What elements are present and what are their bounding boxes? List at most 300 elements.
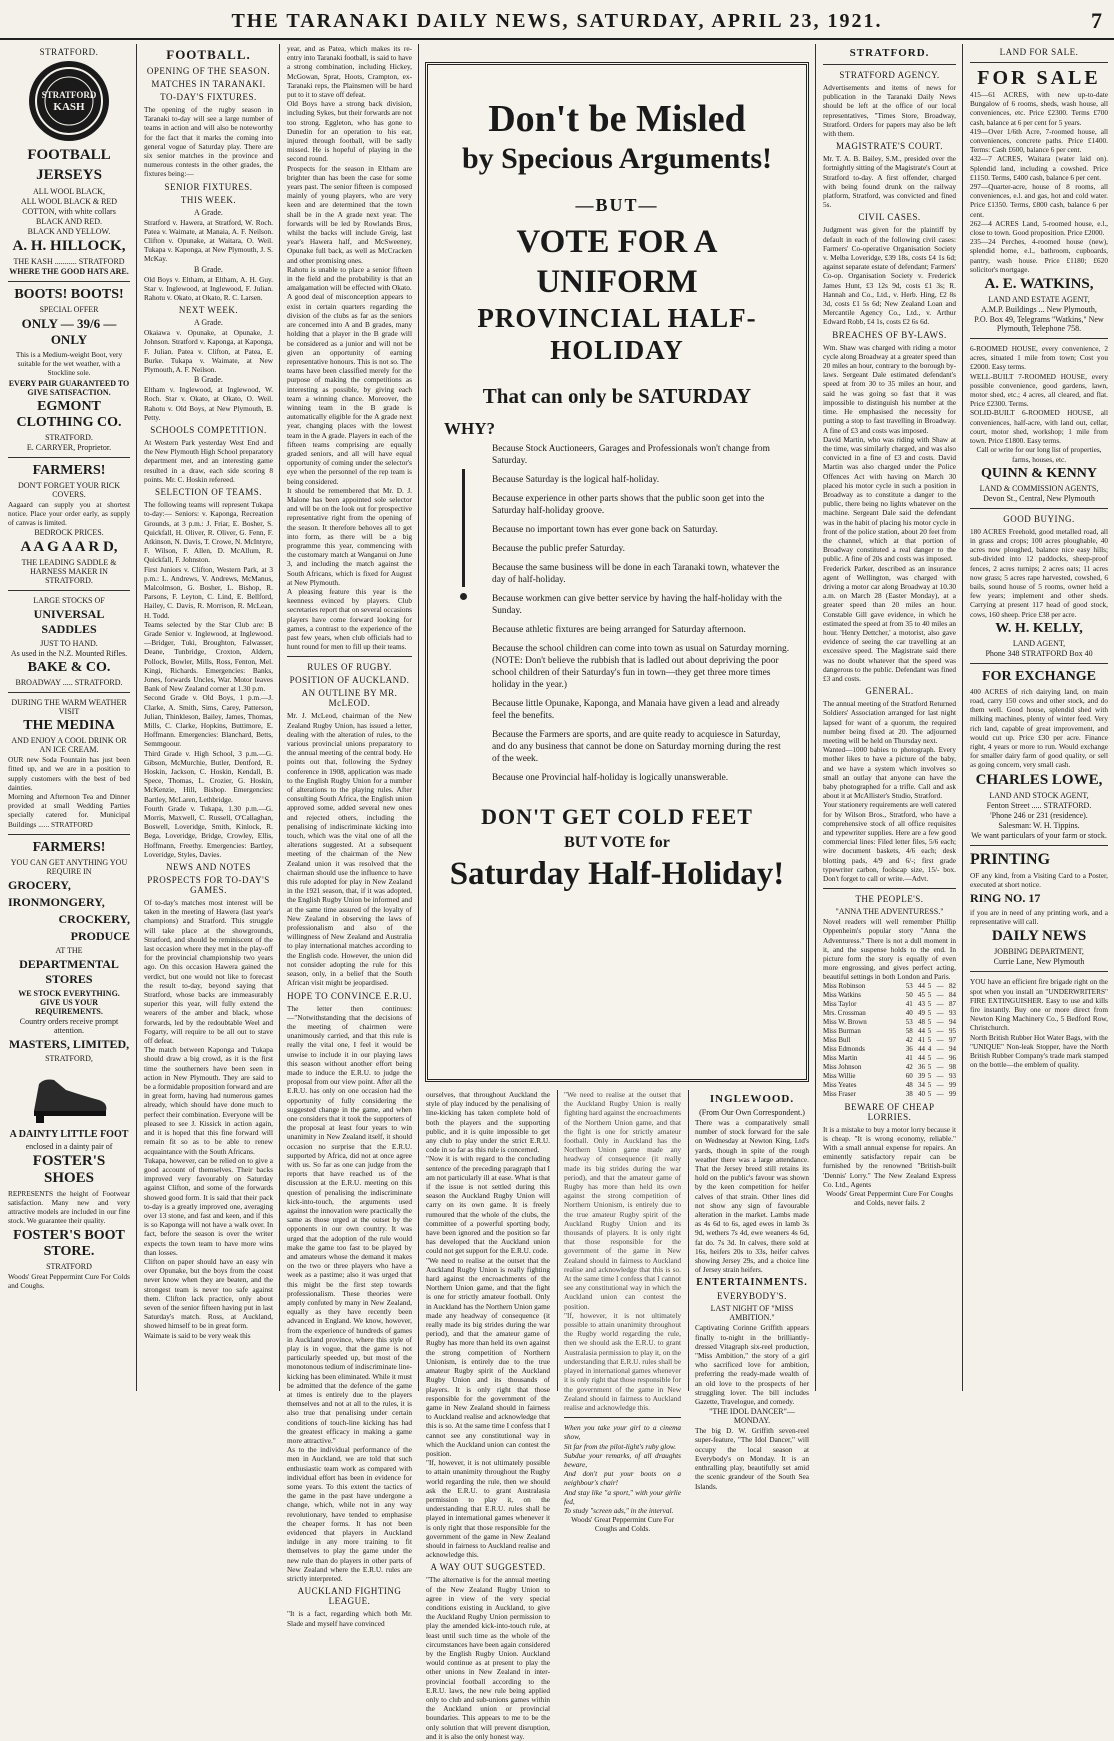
exclamation-bar-icon	[462, 469, 465, 587]
masters-place: STRATFORD,	[45, 1053, 93, 1063]
jersey-list	[8, 187, 130, 236]
b-grade-next: B Grade.	[194, 375, 223, 385]
ad-cold-feet: DON'T GET COLD FEET	[481, 804, 753, 829]
prospects-text-4: Clifton on paper should have an easy win over Opunake, but the boys from the coast never know when they are beaten, and the strongest team is never too safe against them. Clifton lack practice, only about seven of the senior fifteen having put in last Saturday's match. Ross, at Auckland, showed himself to be in great form.	[144, 1256, 273, 1331]
stratford-agency: STRATFORD AGENCY.	[839, 70, 940, 80]
selection-text-3: Teams selected by the Star Club are: B Grade Senior v. Inglewood, at Inglewood.—Bridger, Tuki, Broughton, Falwasser, Deane, Tunbridge, Croxton, Aldern, Pollock, Bowler, Mills, Ross, Fenton, Mel. Kingi, Richards. Emergencies: Banks, Jones, forwards Uncles, War. Motor leaves Bank of New Zealand corner at 1.30 p.m.	[144, 619, 273, 694]
score-value: —	[936, 1035, 944, 1044]
score-value: —	[936, 981, 944, 990]
get-anything: YOU CAN GET ANYTHING YOU REQUIRE IN	[10, 857, 128, 876]
b-grade-next-fixtures: Eltham v. Inglewood, at Inglewood, W. Roch. Star v. Okato, at Okato, O. Weil. Rahotu v. Old Boys, at New Plymouth, B. Petty.	[144, 385, 273, 422]
score-value: 41	[905, 999, 913, 1008]
watkins-po: P.O. Box 49, Telegrams "Watkins," New Plymouth, Telephone 758.	[974, 315, 1104, 334]
farmers-heading-2: FARMERS!	[32, 839, 106, 855]
column-inglewood	[691, 1090, 813, 1491]
next-week: NEXT WEEK.	[178, 305, 239, 316]
article-paragraph: "If, however, it is not ultimately possible to attain unanimity throughout the Rugby world regarding the rule, then we should ask the E.R.U. to grant Australasia permission to play it, on the understanding that E.R.U. rules shall be played in international games whenever it is only right that those responsible for the government of the game in New Zealand should in fairness to Auckland realise and acknowledge this.	[426, 1458, 550, 1560]
article-paragraph: As to the individual performance of the men in Auckland, we are told that such enthusiastic team work as compared with individual effort has been in evidence for some years. To this extent the tactics of the game in the past have undergone a change, which, while not in any way revolutionary, have tended to emphasise the cheaper forms. It has not been evidenced that players in Auckland indulge in any more training to fit themselves to play the game under the new rule than do players in other parts of New Zealand where the E.R.U. rules are strictly interpreted.	[287, 1445, 412, 1584]
score-value: 36	[905, 1044, 913, 1053]
score-value: 94	[949, 1044, 956, 1053]
news-notes: NEWS AND NOTES	[166, 862, 251, 873]
reason-item: Because little Opunake, Kaponga, and Manaia have given a lead and already feel the benefits.	[492, 699, 780, 721]
column-rule	[418, 44, 419, 1391]
column-rule	[688, 1090, 689, 1391]
article-paragraph: A good deal of misconception appears to exist in certain quarters regarding the division of the clubs as far as the seniors are concerned into A and B grades, many holding that a player in the B grade will be considered as a junior and will not be given an opportunity of earning representative honours. This is not so. The teams have been classified merely for the purpose of making the competitions as interesting as possible, by giving each team a winning chance. Moreover, the winning team in the B grade is automatically eligible for the A grade next year, changing places with the lowest team in the A grade. Players in each of the fifteen teams comprising are equally graded seniors, and all will have equal opportunity of coming under the selector's eye when the personnel of the rep team is being considered.	[287, 292, 412, 486]
cheap-lorries: BEWARE OF CHEAP LORRIES.	[844, 1101, 935, 1122]
score-value: —	[936, 1062, 944, 1071]
inglewood-heading: INGLEWOOD.	[709, 1093, 795, 1105]
bake-and-co: BAKE & CO.	[27, 660, 111, 676]
column-land-for-sale	[966, 44, 1112, 1391]
score-value: —	[936, 1008, 944, 1017]
ad-only-saturday: That can only be SATURDAY	[482, 384, 752, 408]
boots-heading: BOOTS! BOOTS!	[14, 287, 124, 302]
rick-covers: DON'T FORGET YOUR RICK COVERS.	[18, 480, 120, 499]
dainty-sub: enclosed in a dainty pair of	[25, 1141, 113, 1151]
currie-lane: Currie Lane, New Plymouth	[993, 957, 1085, 967]
kelly-name: W. H. KELLY,	[995, 620, 1083, 636]
article-paragraph: The annual meeting of the Stratford Returned Soldiers' Association arranged for last night lapsed for want of a quorum, the required number being fixed at 20. The adjourned meeting will be held on Thursday next.	[823, 699, 956, 745]
aagaard-note: Aagaard can supply you at shortest notice. Place your order early, as supply of canvas is limited.	[8, 499, 130, 528]
score-row	[823, 1045, 956, 1054]
reason-item: Because the public prefer Saturday.	[492, 544, 625, 554]
score-value: 99	[949, 1080, 956, 1089]
score-value: —	[936, 999, 944, 1008]
this-week: THIS WEEK.	[180, 194, 237, 205]
breaches-bylaws: BREACHES OF BY-LAWS.	[832, 329, 947, 340]
egmont-place: STRATFORD.	[45, 432, 93, 442]
boot-description: This is a Medium-weight Boot, very suitable for the wet weather, with a Stockline sole.	[15, 350, 123, 378]
reason-item: Because the same business will be done in each Taranaki town, whatever the day of half-holiday.	[492, 563, 780, 585]
aagaard-name: A A G A A R D,	[20, 539, 118, 556]
score-value: 39	[918, 1071, 926, 1080]
column-rugby	[283, 44, 416, 1628]
score-value: 48	[918, 1017, 926, 1026]
special-offer: SPECIAL OFFER	[39, 305, 99, 314]
listing-item: 180 ACRES Freehold, good metalled road, all in grass and crops; 100 acres ploughable, 40 acres now ploughed, balance nice easy hills; sub-divided into 12 paddocks, sheep-proof fences, 2 acres turnips; 2 acres oats; 11 acres now grass; 5 acres rape harvested, cowshed, 6 bails, sound house of 5 rooms, owner held a few years; implement and other sheds. Carrying at present 117 head of good stock, cows, 160 sheep. Price £38 per acre.	[970, 526, 1108, 619]
printing-heading: PRINTING	[970, 850, 1051, 868]
agency-text: Advertisements and items of news for publication in the Taranaki Daily News should be left at the office of our local representatives, "Times Store, Broadway, Stratford. Orders for papers may also be left with them.	[823, 83, 956, 139]
egmont-clothing: EGMONT CLOTHING CO.	[16, 398, 122, 430]
score-value: 43	[918, 999, 926, 1008]
score-value: 5	[927, 981, 932, 990]
hillock-address: THE KASH ........... STRATFORD	[13, 257, 125, 266]
prospects-text-3: Tukapa, however, can be relied on to give a good account of themselves. Their backs improved very favourably on Saturday against Clifton, and some of the forwards showed good form. It is said that their pack to-day is a greatly improved one, averaging over 13 stone, and fast and keen, and if this is so Kaponga will not have a walk over. In fact, before the season is over the writer expects the town team to have more wins than losses.	[144, 1155, 273, 1257]
score-name: Miss Johnson	[823, 1062, 862, 1071]
column-rule	[962, 44, 963, 1391]
magistrates-court: MAGISTRATE'S COURT.	[836, 141, 943, 152]
article-paragraph: Rahotu is unable to place a senior fifteen in the field and the probability is that an amalgamation will be effected with Okato.	[287, 264, 412, 293]
article-paragraph: Wanted—1000 babies to photograph. Every mother likes to have a picture of the baby, and we have a system which involves so small an outlay that anyone can have the baby photographed for a trifle. Call and ask about it at McAllister's Studio, Stratford.	[823, 745, 956, 801]
listing-item: 432—7 ACRES, Waitara (water laid on). Splendid land, including a cowshed. Price £1150. Terms, £400 cash, balance 6 per cent.	[970, 154, 1108, 182]
prospects-heading: PROSPECTS FOR TO-DAY'S GAMES.	[147, 875, 270, 896]
score-row	[823, 1090, 956, 1099]
ad-but: —BUT—	[575, 195, 659, 215]
a-grade-next: A Grade.	[194, 318, 223, 328]
hillock-tagline: WHERE THE GOOD HATS ARE.	[9, 267, 129, 276]
correspondent: (From Our Own Correspondent.)	[699, 1108, 805, 1117]
newspaper-title: THE TARANAKI DAILY NEWS, SATURDAY, APRIL 23, 1921.	[231, 10, 883, 32]
peoples-heading: THE PEOPLE'S.	[855, 894, 924, 905]
score-value: 48	[905, 1080, 913, 1089]
boot-price: ONLY — 39/6 — ONLY	[21, 316, 117, 347]
universal-saddles: UNIVERSAL SADDLES	[33, 607, 105, 637]
poem-line: Subdue your remarks, of all draughts beware,	[564, 1450, 681, 1469]
score-row	[823, 1072, 956, 1081]
article-paragraph: David Martin, who was riding with Shaw at the time, was similarly charged, and was also convicted in a fine of £3 and costs. David Martin was also charged under the Police Offences Act with having on March 30 placed his motor cycle in such a position in Broadway as to constitute a danger to the public, there being no lights whatever on the machine. Sergeant Dale said the defendant was in the habit of placing his motor cycle in front of the police station, about 20 feet from the channel, which at that portion of Broadway constituted a real danger to the public. A fine of 20s and costs was imposed.	[823, 434, 956, 564]
article-paragraph: "If, however, it is not ultimately possible to attain unanimity throughout the Rugby world regarding the rule, then we should ask the E.R.U. to grant Australasia permission to play it, on the understanding that E.R.U. rules shall be played in international games whenever it is only right that those responsible for the government of the game in New Zealand should in fairness to Auckland realise and acknowledge this.	[564, 1310, 681, 1412]
score-name: Miss Burman	[823, 1026, 861, 1035]
for-exchange: FOR EXCHANGE	[982, 668, 1096, 684]
football-heading: FOOTBALL.	[166, 47, 251, 62]
score-name: Miss W. Brown	[823, 1017, 867, 1026]
score-value: 41	[918, 1035, 926, 1044]
exclamation-dot-icon	[460, 593, 467, 600]
for-sale-heading: FOR SALE	[977, 67, 1101, 89]
todays-fixtures: TO-DAY'S FIXTURES.	[160, 92, 257, 102]
listing-item: 6-ROOMED HOUSE, every convenience, 2 acres, situated 1 mile from town; Cost you £2000. Easy terms.	[970, 344, 1108, 372]
watkins-sub: LAND AND ESTATE AGENT,	[988, 295, 1090, 305]
score-value: 93	[949, 1008, 956, 1017]
score-value: 42	[905, 1062, 913, 1071]
matches-taranaki: MATCHES IN TARANAKI.	[151, 79, 266, 89]
score-value: 5	[927, 1062, 932, 1071]
anna-adventuress: "ANNA THE ADVENTURESS."	[835, 907, 944, 917]
article-paragraph: Wm. Shaw was charged with riding a motor cycle along Broadway at a greater speed than 20 miles an hour, contrary to the borough by-laws. Sergeant Dale estimated defendant's speed at from 30 to 35 miles an hour, and said he was going so fast that it was impossible to distinguish his number at the time. He emphasised the necessity for putting a stop to fast travelling in Broadway. A fine of £3 and costs was imposed.	[823, 342, 956, 435]
guarantee-text: EVERY PAIR GUARANTEED TO GIVE SATISFACTION.	[8, 378, 130, 397]
kash-logo	[29, 61, 109, 141]
score-name: Miss Robinson	[823, 981, 866, 990]
score-value: 4	[927, 1044, 932, 1053]
poem-line: And stay like "a sport," with your girlie fed,	[564, 1487, 681, 1506]
idol-dancer: "THE IDOL DANCER"—MONDAY.	[709, 1407, 795, 1426]
way-out: A WAY OUT SUGGESTED.	[430, 1562, 546, 1573]
departmental-stores: DEPARTMENTAL STORES	[19, 956, 119, 986]
column-rule	[815, 44, 816, 1391]
selection-text-5: Third Grade v. High School, 3 p.m.—G. Gibson, McMurchie, Butler, Dentford, R. Hoskin, Jackson, C. Hoskin, Kendall, B. Spece, Thomas, L. Crozier, G. Hoskin, McKenzie, Hill, Bishop. Emergencies: Bartley, McLaren, Lethbridge.	[144, 748, 273, 804]
score-value: 5	[927, 1071, 932, 1080]
hillock-name: A. H. HILLOCK,	[12, 238, 126, 254]
column-football	[140, 44, 277, 1391]
masters-limited: MASTERS, LIMITED,	[8, 1036, 130, 1051]
score-value: 5	[927, 1053, 932, 1062]
ad-headline: Don't be Misled	[488, 98, 746, 140]
egmont-proprietor: E. CARRYER, Proprietor.	[26, 442, 112, 452]
jersey-line: BLACK AND YELLOW.	[27, 227, 111, 236]
score-name: Miss Fraser	[823, 1089, 856, 1098]
printing-text: OF any kind, from a Visiting Card to a Poster, executed at short notice.	[970, 870, 1108, 889]
rules-rugby: RULES OF RUGBY.	[307, 662, 392, 673]
article-paragraph: A pleasing feature this year is the keenness evinced by players. Club secretaries report that on several occasions players have come forward looking for games, a contrast to the experience of the past few years, when club officials had to hunt round for men to fill up their teams.	[287, 586, 412, 652]
grocery: GROCERY,	[8, 877, 71, 892]
stock-everything: WE STOCK EVERYTHING. GIVE US YOUR REQUIREMENTS.	[18, 988, 120, 1016]
score-value: —	[936, 990, 944, 999]
score-value: 34	[918, 1080, 926, 1089]
score-value: 53	[905, 1017, 913, 1026]
score-value: 87	[949, 999, 956, 1008]
scores-table	[823, 982, 956, 1099]
article-paragraph: ourselves, that throughout Auckland the style of play induced by the penalising of line-kicking has taken complete hold of both the players and the supporting public, and it is quite impossible to get any club to play under the strict E.R.U. code in so far as this rule is concerned.	[426, 1090, 550, 1155]
quinn-kenny: QUINN & KENNY	[981, 465, 1097, 481]
crockery: CROCKERY,	[58, 911, 130, 926]
score-value: 44	[918, 1026, 926, 1035]
medina-text-2: Morning and Afternoon Tea and Dinner provided at small Wedding Parties specially catered for. Municipal Buildings ...... STRATFORD	[8, 792, 130, 829]
aagaard-tagline: THE LEADING SADDLE & HARNESS MAKER IN STRATFORD.	[21, 558, 117, 586]
auckland-league: AUCKLAND FIGHTING LEAGUE.	[297, 1586, 402, 1607]
score-value: —	[936, 1053, 944, 1062]
article-paragraph: Mr. T. A. B. Bailey, S.M., presided over the fortnightly sitting of the Magistrate's Court at Stratford to-day. A first offender, charged with being found drunk on the railway platform, Stratford, was convicted and fined 5s.	[823, 154, 956, 210]
column-rule	[557, 1090, 558, 1391]
score-value: 36	[918, 1062, 926, 1071]
score-value: —	[936, 1044, 944, 1053]
reason-item: Because workmen can give better service by having the half-holiday with the Sunday.	[492, 594, 782, 616]
column-stratford-news	[819, 44, 960, 1391]
ad-why: WHY?	[444, 419, 495, 438]
article-paragraph: Old Boys have a strong back division, including Sykes, but their forwards are not too strong. Eggleton, who has gone to Dunedin for an operation to his ear, injured through football, will be sadly missed. He is hopeful of playing in the second round.	[287, 99, 412, 164]
column-rule	[279, 44, 280, 1391]
selection-text-4: Second Grade v. Old Boys, 1 p.m.—J. Clarke, A. Smith, Sims, Carey, Patterson, Julian, Thinkleson, Bailey, James, Thomas, Mills, C. Clarke, Hopkins, Buttimore, E. Hoffmann. Emergencies: Blanchard, Betts, Semmgoour.	[144, 693, 273, 749]
score-name: Miss Watkins	[823, 990, 862, 999]
score-row	[823, 1081, 956, 1090]
score-value: 45	[918, 990, 926, 999]
bedrock-prices: BEDROCK PRICES.	[34, 528, 104, 538]
score-value: 44	[918, 1053, 926, 1062]
kelly-sub: LAND AGENT,	[1012, 638, 1066, 648]
selection-text-6: Fourth Grade v. Tukapa, 1.30 p.m.—G. Morris, Maxwell, C. Russell, O'Callaghan, Boswell, Loveridge, Smith, Kinlock, R. Bega, Loveridge, Bridge, Crowley, Ellis, Hoffmann, Freethy. Emergencies: Bartley, Loveridge, Styles, Davies.	[144, 803, 273, 859]
a-grade-fixtures: Stratford v. Hawera, at Stratford, W. Roch. Patea v. Waimate, at Manaia, A. F. Neilson. Clifton v. Opunake, at Waitara, O. Weil. Tukapa v. Kaponga, at New Plymouth, J. S. McKay.	[144, 217, 273, 264]
score-row	[823, 1027, 956, 1036]
poem-line: To study "screen ads," in the interval.	[564, 1505, 674, 1515]
score-name: Miss Edmonds	[823, 1044, 865, 1053]
land-for-sale: LAND FOR SALE.	[999, 47, 1079, 57]
lowe-salesman: Salesman: W. H. Tippins.	[998, 820, 1080, 830]
score-value: 93	[949, 1071, 956, 1080]
score-value: 99	[949, 1089, 956, 1098]
reason-item: Because the school children can come into town as usual on Saturday morning. (NOTE: Don't believe the rubbish that is ladled out about depriving the poor school children of their Saturday's fun in town—they get three more times holiday in the year.)	[492, 644, 790, 690]
column-rule	[136, 44, 137, 1391]
half-holiday-advert	[425, 62, 809, 1082]
jersey-line: BLACK AND RED.	[35, 217, 102, 226]
ironmongery: IRONMONGERY,	[8, 894, 105, 909]
at-the: AT THE	[55, 945, 83, 955]
page-number: 7	[1091, 8, 1102, 33]
charles-lowe: CHARLES LOWE,	[975, 771, 1103, 788]
general-heading: GENERAL.	[865, 686, 914, 697]
score-name: Miss Willie	[823, 1071, 856, 1080]
score-value: 49	[918, 1008, 926, 1017]
score-value: 96	[949, 1053, 956, 1062]
reason-item: Because Stock Auctioneers, Garages and Professionals won't change from Saturday.	[492, 444, 770, 466]
score-name: Miss Bull	[823, 1035, 851, 1044]
outline-mcleod: AN OUTLINE BY MR. McLEOD.	[301, 688, 398, 709]
score-value: 44	[918, 981, 926, 990]
waimate-note: Waimate is said to be very weak this	[144, 1330, 251, 1340]
jersey-line: COTTON, with white collars	[22, 207, 116, 216]
stratford-heading: STRATFORD.	[849, 47, 930, 59]
listing-item: 235—24 Perches, 4-roomed house (new), splendid home, e.l., bathroom, cupboards, pantry, wash house. Price £1180; £620 solicitor's mortgage.	[970, 237, 1108, 274]
poem-line: And don't put your boots on a neighbour's chair!	[564, 1469, 681, 1488]
listing-item: 415—61 ACRES, with new up-to-date Bungalow of 6 rooms, sheds, wash house, all conveniences, etc. Price £2300. Terms £700 cash, balance at 6 per cent for 5 years.	[970, 90, 1108, 127]
nz-rifles: As used in the N.Z. Mounted Rifles.	[10, 649, 128, 659]
listing-item: 262—4 ACRES Land, 5-roomed house, e.l., close to town. Good proposition. Price £2000.	[970, 218, 1108, 238]
score-name: Miss Martin	[823, 1053, 858, 1062]
medina-name: THE MEDINA	[23, 718, 115, 734]
opening-season: OPENING OF THE SEASON.	[146, 66, 271, 76]
foster-place: STRATFORD	[46, 1261, 92, 1271]
svg-text:KASH: KASH	[53, 101, 85, 113]
score-value: 5	[927, 990, 932, 999]
reason-item: Because one Provincial half-holiday is logically unanswerable.	[492, 773, 729, 783]
north-british-ad: North British Rubber Hot Water Bags, with the "UNIQUE" Non-leak Stopper, have the North British Rubber Company's trade mark stamped on the bottle—the emblem of quality.	[970, 1032, 1108, 1070]
watkins-amp: A.M.P. Buildings ... New Plymouth,	[981, 305, 1097, 315]
score-value: 60	[905, 1071, 913, 1080]
hope-convince: HOPE TO CONVINCE E.R.U.	[287, 990, 412, 1001]
score-row	[823, 982, 956, 991]
listing-item: 297—Quarter-acre, house of 8 rooms, all conveniences, e.l. and gas, hot and cold water. Price £1350. Terms, £800 cash, balance 6 per cent.	[970, 182, 1108, 219]
article-paragraph: Prospects for the season in Eltham are brighter than has been the case for some years past. The senior fifteen is composed mainly of young players, who are very keen and are determined that the town shall be in the A grade next year. The forwards will be led by Rowlands Bros, whilst the backs will include Greig, last year's Hawera half, and McSweeney, Opunake full back, as well as McCracken and other promising ones.	[287, 163, 412, 265]
selection-teams: SELECTION OF TEAMS.	[154, 487, 263, 498]
svg-text:STRATFORD: STRATFORD	[41, 90, 97, 100]
country-orders: Country orders receive prompt attention.	[19, 1016, 119, 1035]
underwriter-ad: YOU have an efficient fire brigade right on the spot when you install an "UNDERWRITERS" FIRE EXTINGUISHER. Easy to use and kills fire instantly. Buy one or more direct from Newton King Machinery Co., 5 Bedford Row, Christchurch.	[970, 977, 1108, 1033]
article-paragraph: Your stationery requirements are well catered for by Wilson Bros., Stratford, who have a comprehensive stock of all office requisites and typewriter supplies. Here are a few good commercial lines: Filed letter files, 5/6 each; wire document baskets, 4/6 each; desk blotting pads, 4/9 and 6/-; first grade typewriter carbon, foolscap size, 15/- box. Don't forget to call or write.—Advt.	[823, 800, 956, 884]
foster-store: FOSTER'S BOOT STORE.	[13, 1227, 125, 1259]
score-row	[823, 1036, 956, 1045]
article-paragraph: It is a mistake to buy a motor lorry because it is cheap. "It is wrong economy, reliable." With a small annual expense for repairs. An eminently satisfactory repair can be furnished by the renowned "British-built 'Dennis' Lorry." The New Zealand Express Co. Ltd., Agents	[823, 1124, 956, 1189]
score-name: Miss Yeates	[823, 1080, 857, 1089]
article-paragraph: year, and as Patea, which makes its re-entry into Taranaki football, is said to have a strong combination, including Hickey, McGowan, Sprat, Hoots, Crampton, ex-Taranaki reps, the Plainsmen will be hard put to it to stave off defeat.	[287, 44, 412, 100]
column-rugby-continued	[422, 1090, 554, 1741]
score-row	[823, 1009, 956, 1018]
medina-text: OUR new Soda Fountain has just been fitted up, and we are in a position to supply customers with the best of bed dainties.	[8, 755, 130, 792]
score-value: —	[936, 1026, 944, 1035]
daily-news: DAILY NEWS	[991, 928, 1087, 945]
fosters-shoes: FOSTER'S SHOES	[32, 1152, 106, 1186]
selection-text: The following teams will represent Tukapa to-day:— Seniors: v. Kaponga, Recreation Grounds, at 3 p.m.: J. Friar, E. Bosher, S. Quickfall, H. Oliver, R. Oliver, G. Fenn, F. Atkinson, N. Davis, T. Crowe, N. McIntyre, F. Wilson, F. Allen, D. McAllum, R. Quickfall, F. Johnston.	[144, 500, 273, 565]
ad-vote-uniform: VOTE FOR A UNIFORM	[516, 224, 718, 300]
reason-item: Because experience in other parts shows that the public soon get into the Saturday half-holiday groove.	[492, 494, 765, 516]
score-value: 42	[905, 1035, 913, 1044]
article-paragraph: "Now it is with regard to the concluding sentence of the preceding paragraph that I am not particularly ill at ease. What is that if the issue is not settled during this season the Auckland Rugby Union will carry on its own game. It is freely rumoured that the whole of the clubs, the committee of a powerful sporting body, have been ignored and the position so far has developed that the Auckland union could not get support for the E.R.U. code.	[426, 1154, 550, 1256]
article-paragraph: The letter then continues:—"Notwithstanding that the decisions of the meeting of chairmen were unanimously carried, and that this rule is really the vital one, I feel it would be unwise to include it in our playing laws this season without another effort being made to induce the E.R.U. to judge the proposal from our view point. After all the E.R.U. has only on one occasion had the opportunity of fully considering the suggested change in the game, and when one considers that it took the supporters of the proposal at least four years to win unanimity in New Zealand itself, it should occasion no surprise that the E.R.U. supported by Africa, did not at once agree with us. So far as one can judge from the reports that have reached us of the discussion at the E.R.U. meeting on this question of penalising the indiscriminate kick-into-touch, the arguments used against the innovation were practically the same as those urged at the outset by the opponents in our own country. It was urged that the adoption of the rule would make the game too fast to be played by and amateurs whose the demand it makes on the two or three players who have a week as a pastime; also it was urged that this might be the first step towards professionalism. These theories were amply confuted by many in New Zealand, equally as they have recently been advanced in England. We know, however, from the experience of hundreds of games in Auckland province, where this style of play is in vogue, that the game is not particularly speeded up, but most of the monotonous tedium of indiscriminate line-kicking has been eliminated. While it must be admitted that the defence of the game at times is entirely due to the players themselves and not at all to the rules, it is also true that penalising under certain conditions of touch-line kicking has had the greatest efficacy in making a game more attractive."	[287, 1003, 412, 1446]
listing-item: 400 ACRES of rich dairying land, on main road, carry 150 cows and other stock, and do them well. Good house, splendid shed with milking machines, plenty of winter feed. Very rich land, capable of great improvement, and would cut up. Price £30 per acre. Finance right, 4 years or more to run. Would exchange for smaller dairy farm of good quality, or sell as going concern, very small cash.	[970, 686, 1108, 770]
just-to-hand: JUST TO HAND.	[40, 639, 98, 649]
football-jerseys-heading: FOOTBALL JERSEYS	[27, 147, 111, 183]
poem-line: When you take your girl to a cinema show,	[564, 1423, 681, 1442]
reason-item: Because Saturday is the logical half-holiday.	[492, 475, 660, 485]
dainty-foot: A DAINTY LITTLE FOOT	[9, 1128, 129, 1140]
column-rugby-continued-2	[560, 1090, 685, 1534]
score-value: 84	[949, 990, 956, 999]
score-value: —	[936, 1080, 944, 1089]
warm-weather: DURING THE WARM WEATHER VISIT	[11, 698, 127, 717]
poem-line: Sit far from the pilot-light's ruby glow.	[564, 1441, 677, 1451]
quinn-sub: LAND & COMMISSION AGENTS,	[979, 483, 1099, 493]
call-or-write: Call or write for our long list of properties, farms, houses, etc.	[976, 445, 1102, 464]
article-paragraph: "It is a fact, regarding which both Mr. Slade and myself have convinced	[287, 1609, 412, 1628]
lowe-want: We want particulars of your farm or stock.	[971, 830, 1107, 840]
score-value: 82	[949, 981, 956, 990]
score-value: 40	[918, 1089, 926, 1098]
fixtures-intro: The opening of the rugby season in Taranaki to-day will see a large number of teams in action and will also be noteworthy for the fact that it marks the coming into general vogue of Saturday play. There are six senior matches in the province and numerous contests in the other grades, the fixtures being:—	[144, 105, 273, 179]
listing-item: SOLID-BUILT 6-ROOMED HOUSE, all conveniences, half-acre, with land out, cellar, court, motor shed, workshop; 1 mile from town. Price £1800. Easy terms.	[970, 408, 1108, 446]
prospects-text: Of to-day's matches most interest will be taken in the meeting of Hawera (last year's champions) and Stratford. This struggle will take place at the showgrounds, Stratford, and should be reminiscent of the last occasion where they met in the play-off for the provincial championship two years ago. On this occasion Hawera gained the verdict, but one would not like to forecast the result to-day, beyond saying that Stratford, whose backs are immeasurably superior this year, will fully extend the wearers of the amber and black, whose forwards, led by the redoubtable Weel and Fogarty, will require to be all out to stave off defeat.	[144, 898, 273, 1046]
good-buying: GOOD BUYING.	[1003, 513, 1075, 524]
score-value: 5	[927, 1089, 932, 1098]
score-value: 58	[905, 1026, 913, 1035]
article-paragraph: The big D. W. Griffith seven-reel super-feature, "The Idol Dancer," will occupy the local season at Everybody's on Monday. It is an enthralling play, beautifully set amid the scenic grandeur of the South Sea Islands.	[695, 1426, 809, 1491]
place-heading: STRATFORD.	[39, 47, 99, 57]
score-value: 41	[905, 1053, 913, 1062]
score-value: 5	[927, 1035, 932, 1044]
ring-text: if you are in need of any printing work, and a representative will call.	[970, 907, 1108, 927]
schools-text: At Western Park yesterday West End and the New Plymouth High School preparatory department met, and an interesting game resulted in a draw, each side scoring 8 points. Mr. C. Hoskin refereed.	[144, 438, 273, 484]
score-value: 5	[927, 1017, 932, 1026]
score-value: —	[936, 1089, 944, 1098]
quinn-address: Devon St., Central, New Plymouth	[983, 493, 1095, 503]
kelly-address: Phone 348 STRATFORD Box 40	[985, 648, 1093, 658]
score-value: 94	[949, 1017, 956, 1026]
ring-no: RING NO. 17	[970, 890, 1041, 905]
large-stocks: LARGE STOCKS OF	[33, 596, 105, 606]
score-value: 5	[927, 1026, 932, 1035]
score-value: 95	[949, 1026, 956, 1035]
schools-competition: SCHOOLS COMPETITION.	[150, 425, 267, 436]
score-row	[823, 1018, 956, 1027]
a-grade-next-fixtures: Okaiawa v. Opunake, at Opunake, J. Johnson. Stratford v. Kaponga, at Kaponga, F. Julian. Patea v. Clifton, at Patea, E. Burke. Tukapa v. Waimate, at New Plymouth, A. F. Neilson.	[144, 328, 273, 375]
ad-provincial: PROVINCIAL HALF-HOLIDAY	[477, 303, 757, 365]
lowe-address: Fenton Street ..... STRATFORD.	[986, 800, 1092, 810]
article-paragraph: Mr. J. McLeod, chairman of the New Zealand Rugby Union, has issued a letter, dealing with the alteration of rules, to the various provincial unions preparatory to the annual meeting of the central body. He points out that, following the Sydney conference in 1908, application was made to the English Rugby Union for a number of alterations to the playing rules. After consulting South Africa, the English union approved some, added several new ones and rejected others, including the penalising of indiscriminate kicking into touch, which was the vital one of all the alterations suggested. At a subsequent meeting of the chairman of the New Zealand union it was resolved that the chairman should use the influence to have this rule adopted for play in New Zealand in the 1921 season, that, if it was adopted, the English Rugby Union be informed and at the same time assured of the loyalty of New Zealand in observing the laws of professionalism and also of the willingness of New Zealand and Australia to play international matches according to the English code. However, the union did not consider adopting the rule for this season, only, in a belief that the South African visit might be jeopardised.	[287, 711, 412, 988]
civil-cases: CIVIL CASES.	[858, 212, 921, 223]
score-value: 50	[905, 990, 913, 999]
masthead	[0, 0, 1114, 40]
reason-item: Because the Farmers are sports, and are quite ready to acquiesce in Saturday, and do any business that cannot be done on Saturday morning during the rest of the week.	[492, 730, 781, 764]
score-value: 44	[918, 1044, 926, 1053]
ad-but-vote: BUT VOTE for	[564, 834, 670, 851]
article-paragraph: "The alternative is for the annual meeting of the New Zealand Rugby Union to agree in view of the very special conditions existing in Auckland, to give the Auckland Rugby Union permission to play the amended kick-into-touch rule, at least until such time as the whole of the circumstances have been again considered by the English Rugby Union. Auckland would continue as at present to play the other unions in New Zealand in inter-provincial football according to the E.R.U. laws, the new rule being applied only to club and sub-unions games within the Auckland union or provincial boundaries. This appears to me to be the only solution that will prevent disruption, and it is also the only honest way.	[426, 1575, 550, 1741]
farmers-heading: FARMERS!	[32, 462, 106, 478]
miss-ambition: LAST NIGHT OF "MISS AMBITION."	[710, 1304, 794, 1323]
score-value: 97	[949, 1035, 956, 1044]
b-grade-fixtures: Old Boys v. Eltham, at Eltham, A. H. Guy. Star v. Inglewood, at Inglewood, F. Julian. Rahotu v. Okato, at Okato, R. C. Larsen.	[144, 274, 273, 303]
lowe-sub: LAND AND STOCK AGENT,	[989, 790, 1089, 800]
article-paragraph: Judgment was given for the plaintiff by default in each of the following civil cases: Farmers' Co-operative Organisation Society v. Melba Loveridge, £39 18s, costs £4 1s 6d; against separate estate of defendant; Farmers' Co-op. Organisation Society v. Frederick James Hunt, £3 12s 9d, costs £1 3s; R. Hannah and Co., Ltd., v. Herb. Hing, £2 8s 3d, costs £1 5s 6d; New Zealand Loan and Mercantile Agency Co., Ltd., v. Arthur Edward Robb, £4 1s, costs £2 6s 6d.	[823, 225, 956, 327]
score-value: —	[936, 1071, 944, 1080]
article-paragraph: It should be remembered that Mr. D. J. Malone has been appointed sole selector and will be on the look out for prospective representative right from the opening of the season. It therefore behoves all to get into form, as there will be a big programme this year, commencing with the customary match at Wanganui on June 3, and including the match against the South Africans, which is fixed for August at New Plymouth.	[287, 485, 412, 587]
foster-text: REPRESENTS the height of Footwear satisfaction. Many new and very attractive models are included in our fine stock. We guarantee their quality.	[8, 1188, 130, 1226]
article-paragraph: Frederick Parker, described as an insurance agent of Wellington, was charged with driving a motor car along Broadway at 10.30 a.m. on March 28 (Easter Monday), at a greater speed than 20 miles an hour. Constable Gill gave evidence, in which he estimated the speed at from 35 to 40 miles an hour. 'Henry Dettcher,' a motorist, also gave evidence of seeing the car travelling at an excessive speed. The Magistrate said there was no doubt whatever that the speed was dangerous to the public. Defendant was fined £3 and costs.	[823, 563, 956, 683]
a-grade: A Grade.	[194, 207, 223, 217]
bake-address: BROADWAY ..... STRATFORD.	[15, 678, 123, 688]
score-value: 38	[905, 1089, 913, 1098]
selection-text-2: First Juniors v. Clifton, Western Park, at 3 p.m.: L. Andrews, V. Andrews, McManus, Malcolmson, G. Bosher, L. Bishop, R. Parsons, F. Leyton, C. Lind, E. Bellford, Hailey, C. Davis, R. Morrison, R. McLean, H. Todd.	[144, 564, 273, 620]
everybodys: EVERYBODY'S.	[717, 1291, 787, 1302]
woods-cure: Woods' Great Peppermint Cure For Coughs and Colds, never fails. 2	[826, 1189, 953, 1208]
position-auckland: POSITION OF AUCKLAND.	[289, 675, 410, 686]
score-row	[823, 1063, 956, 1072]
watkins-name: A. E. WATKINS,	[984, 276, 1094, 293]
jersey-line: ALL WOOL BLACK,	[33, 187, 105, 196]
woods-cure: Woods' Great Peppermint Cure For Colds and Coughs.	[8, 1271, 130, 1290]
reason-item: Because no important town has ever gone back on Saturday.	[492, 525, 718, 535]
ad-subheadline: by Specious Arguments!	[461, 142, 773, 175]
produce: PRODUCE	[70, 928, 130, 943]
article-paragraph: Captivating Corinne Griffith appears finally to-night in the brilliantly-dressed Vitagraph six-reel production, "Miss Ambition," the story of a girl who sacrificed love for ambition, preferring the ready-made wealth of an old love to the prospects of her struggling lover. The bill includes Gazette, Travelogue, and comedy.	[695, 1323, 809, 1407]
score-row	[823, 1000, 956, 1009]
score-value: 40	[905, 1008, 913, 1017]
lowe-phone: 'Phone 246 or 231 (residence).	[990, 810, 1088, 820]
